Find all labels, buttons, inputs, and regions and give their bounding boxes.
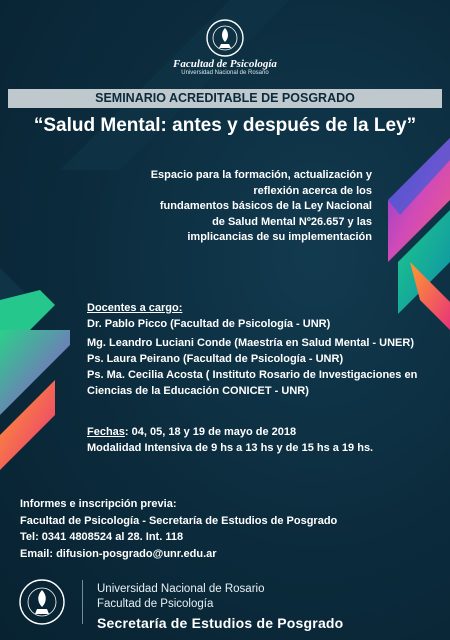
intro-line: reflexión acerca de los [253,184,372,197]
intro-line: Espacio para la formación, actualización y [150,169,372,181]
intro-line: fundamentos básicos de la Ley Nacional [159,200,372,212]
teacher-item: Ciencias de la Educación CONICET - UNR) [87,385,309,397]
university-name: Universidad Nacional de Rosario [181,70,269,76]
dates-label: Fechas [87,426,125,438]
footer-text [97,582,417,631]
dates-line [87,424,437,440]
footer-divider [82,580,83,624]
seminar-title: “Salud Mental: antes y después de la Ley” [33,115,417,136]
contact-office: Facultad de Psicología - Secretaría de Estudios de Posgrado [20,514,338,527]
footer-faculty: Facultad de Psicología [97,598,214,610]
dates-section [87,424,437,456]
seminar-band: SEMINARIO ACREDITABLE DE POSGRADO [8,89,442,108]
teacher-item: Ps. Laura Peirano (Facultad de Psicología - UNR) [87,353,344,365]
teachers-section [87,300,437,399]
footer-university: Universidad Nacional de Rosario [97,583,265,595]
contact-phone: Tel: 0341 4808524 al 28. Int. 118 [20,531,184,543]
intro-line: implicancias de su implementación [187,231,372,243]
contact-section [20,496,420,562]
university-seal-icon [195,18,255,58]
footer-secretariat: Secretaría de Estudios de Posgrado [97,615,344,631]
contact-heading: Informes e inscripción previa: [20,498,177,510]
intro-line: de Salud Mental Nº26.657 y las [212,215,372,228]
teacher-item: Dr. Pablo Picco (Facultad de Psicología - UNR) [87,318,331,330]
intro-text [110,168,372,246]
modality-line: Modalidad Intensiva de 9 hs a 13 hs y de 15 hs a 19 hs. [87,442,374,454]
teachers-heading: Docentes a cargo: [87,302,183,314]
university-seal-icon [18,574,66,630]
teacher-item: Ps. Ma. Cecilia Acosta ( Instituto Rosario de Investigaciones en [87,369,418,381]
dates-value: : 04, 05, 18 y 19 de mayo de 2018 [124,426,297,438]
faculty-name: Facultad de Psicología [173,58,277,70]
deco-dark-stripe [60,0,290,170]
contact-email: Email: difusion-posgrado@unr.edu.ar [20,547,217,560]
teacher-item: Mg. Leandro Luciani Conde (Maestría en Salud Mental - UNER) [87,337,414,349]
